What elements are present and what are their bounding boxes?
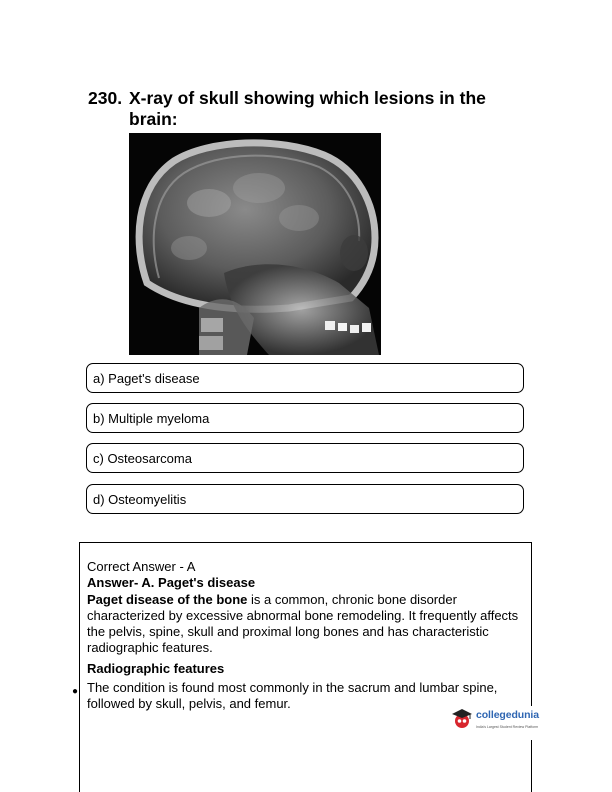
correct-answer-line: Correct Answer - A	[87, 559, 196, 574]
logo-brand-text: collegedunia	[476, 709, 539, 721]
question-number: 230.	[88, 88, 123, 108]
answer-heading: Answer- A. Paget's disease	[87, 575, 256, 590]
explanation-term: Paget disease of the bone	[87, 592, 248, 607]
option-b[interactable]: b) Multiple myeloma	[86, 403, 524, 433]
option-d[interactable]: d) Osteomyelitis	[86, 484, 524, 514]
radiographic-bullet-1: The condition is found most commonly in the sacrum and lumbar spine, followed by skull, pelvis, and femur.	[87, 680, 498, 711]
explanation-paragraph	[87, 592, 527, 656]
skull-xray-image	[129, 133, 381, 355]
question-text: X-ray of skull showing which lesions in the brain:	[129, 88, 486, 129]
explanation-text: is a common, chronic bone disorder characterized by excessive abnormal bone remodeling. It frequently affects the pelvis, spine, skull and proximal long bones and has characteristic radiographic features.	[87, 592, 519, 655]
question-title	[88, 88, 528, 130]
option-c[interactable]: c) Osteosarcoma	[86, 443, 524, 473]
bullet-dot: ●	[72, 686, 79, 697]
option-a[interactable]: a) Paget's disease	[86, 363, 524, 393]
collegedunia-logo	[451, 706, 541, 740]
radiographic-heading: Radiographic features	[87, 661, 225, 676]
graduation-cap-icon	[451, 708, 473, 730]
logo-tagline: India's Largest Student Review Platform	[476, 725, 539, 729]
